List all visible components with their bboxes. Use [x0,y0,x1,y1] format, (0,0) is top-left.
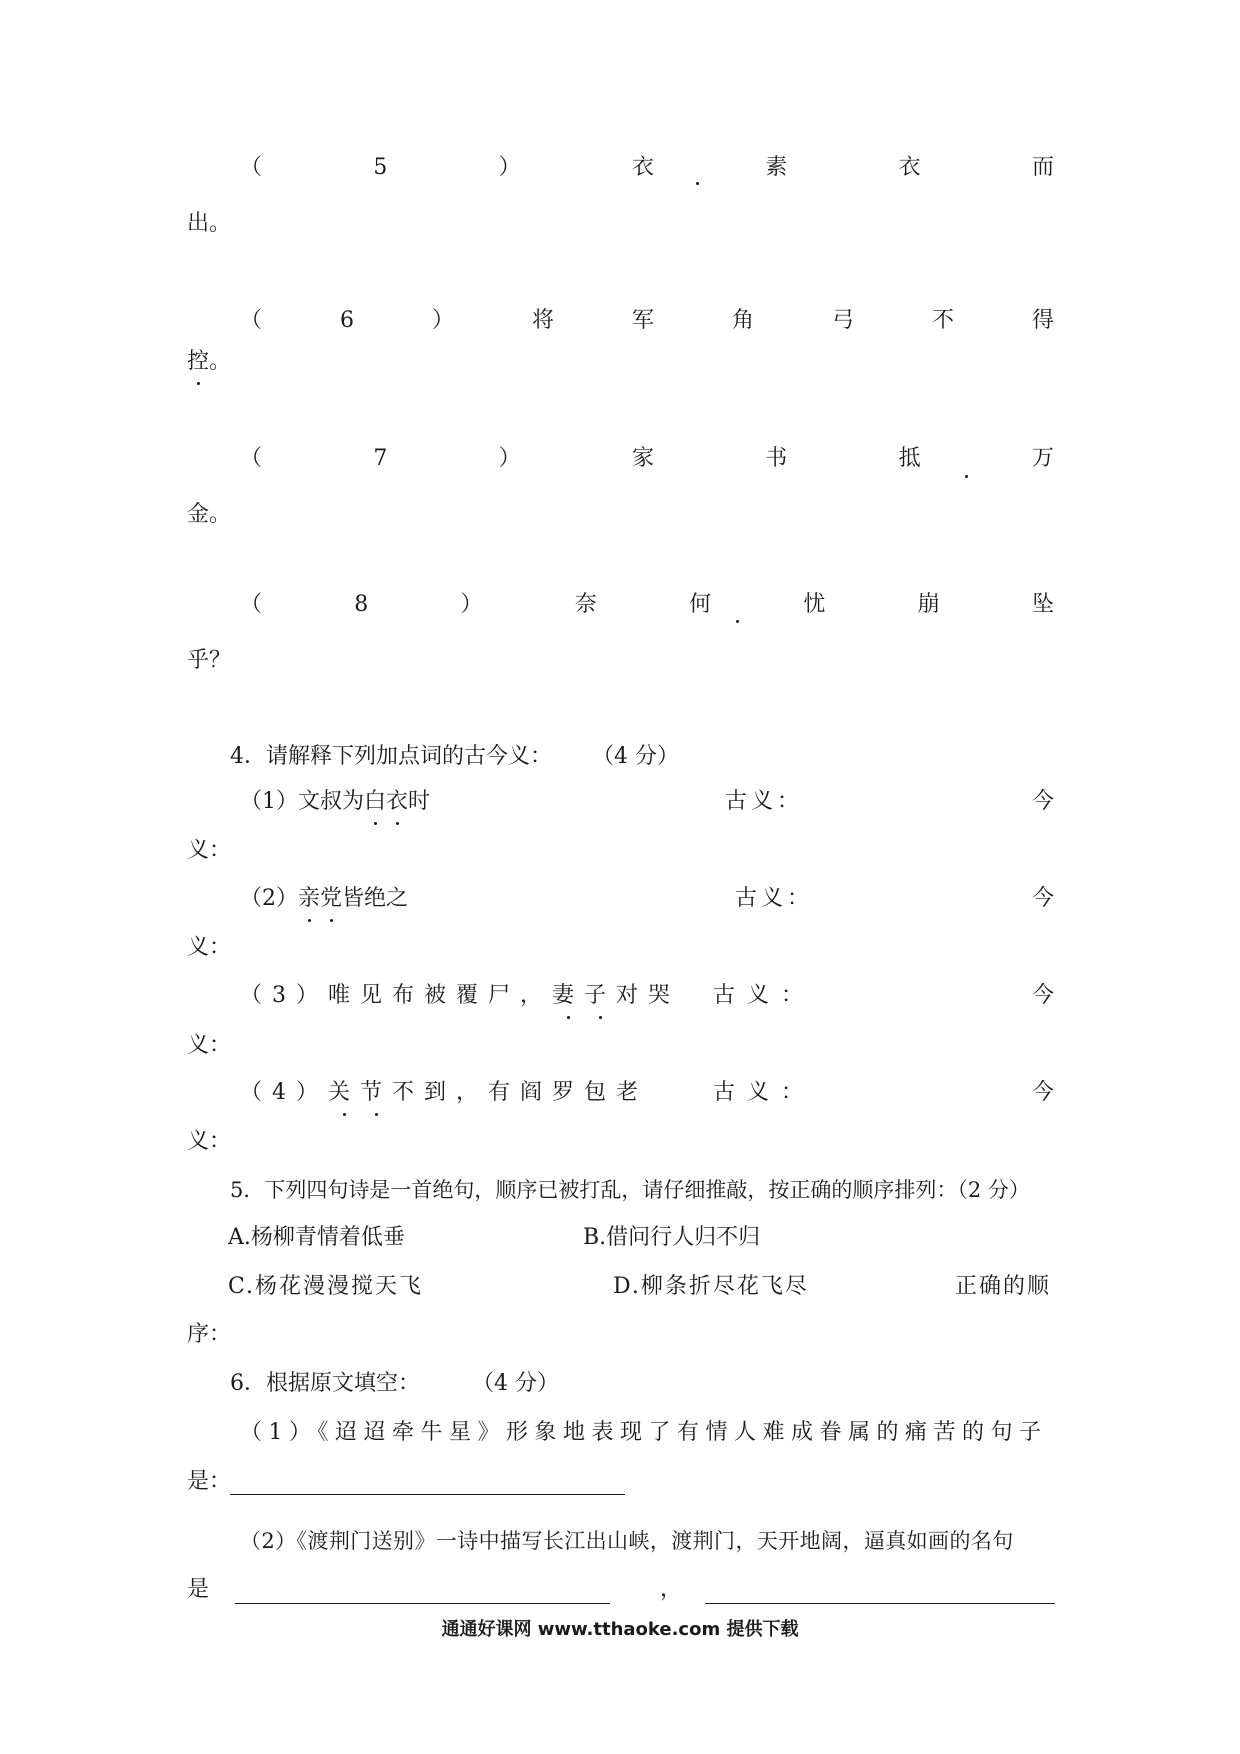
q3-item6-part: ） [431,308,454,333]
q6-item1-cont: 是： [187,1469,232,1494]
dotted-char: 关 [328,1078,360,1108]
q3-item8-part: 8 [354,592,369,617]
q6-item2-comma: ， [660,1577,683,1602]
q3-item6-part: 弓 [831,308,854,333]
q4-item4-prefix: （4） [240,1080,328,1105]
q6-title-text: 6．根据原文填空： [230,1371,420,1396]
q3-item5-line [240,153,1054,183]
q3-item7-part: 7 [373,446,388,471]
dotted-char: 子 [584,981,616,1011]
dotted-char: 党 [320,884,342,914]
q4-item2-gu: 古义： [735,886,814,911]
answer-blank[interactable] [230,1494,625,1495]
q3-item8-cont: 乎？ [187,648,232,673]
q3-item6-cont-rest: 。 [209,349,232,374]
q4-score: （4 分） [592,744,679,769]
q4-item4-suffix: 不到，有阎罗包老 [392,1080,649,1105]
q4-item4-cont: 义： [187,1129,232,1154]
q6-title [230,1369,559,1399]
dotted-char: 亲 [298,884,320,914]
answer-blank[interactable] [235,1603,610,1604]
q4-item1-prefix: （1）文叔为 [240,789,364,814]
emphasis-dot [696,182,699,185]
q6-item2: （2）《渡荆门送别》一诗中描写长江出山峡，渡荆门，天开地阔，逼真如画的名句 [240,1529,1014,1553]
q3-item8-part: （ [240,592,263,617]
q3-item5-part: 而 [1031,155,1054,180]
q3-item6-cont [187,347,231,377]
q3-item5-part: ） [498,155,521,180]
q4-item2-suffix: 皆绝之 [342,886,409,911]
q3-item8-part: 忧 [803,592,826,617]
q5-option-d: D.柳条折尽花飞尽 [613,1274,809,1299]
q4-item4-gu: 古义： [713,1080,816,1105]
q4-item1 [240,787,430,817]
q3-item6-part: 将 [531,308,554,333]
q4-title-text: 4．请解释下列加点词的古今义： [230,744,552,769]
q4-title [230,742,679,772]
q4-item2-jin: 今 [1032,886,1055,911]
q4-item2-prefix: （2） [240,886,298,911]
q6-score: （4 分） [472,1371,559,1396]
q3-item5-part: 衣 [898,155,921,180]
q3-item6-part: 得 [1031,308,1054,333]
q5-option-b: B.借问行人归不归 [583,1225,761,1250]
answer-blank[interactable] [705,1603,1055,1604]
q3-item7-part: 书 [765,446,788,471]
q3-item6-part: 不 [931,308,954,333]
q3-item7-part: （ [240,446,263,471]
q3-item7-part: 抵 [898,446,921,471]
q3-item6-part: （ [240,308,263,333]
q3-item5-part: （ [240,155,263,180]
q5-option-a: A.杨柳青情着低垂 [228,1225,405,1250]
emphasis-dot [965,475,968,478]
q3-item5-part: 5 [373,155,388,180]
q3-item5-part: 素 [765,155,788,180]
q3-item8-part: 何 [689,592,712,617]
q5-order-label: 正确的顺 [955,1274,1052,1299]
q4-item3-prefix: （3）唯见布被覆尸， [240,983,552,1008]
q5-title: 5．下列四句诗是一首绝句，顺序已被打乱，请仔细推敲，按正确的顺序排列：（2 分） [230,1178,1030,1202]
q3-item6-part: 6 [340,308,354,333]
dotted-char: 控 [187,347,209,377]
q6-item2-cont: 是 [187,1577,210,1602]
q3-item8-part: 崩 [917,592,940,617]
q4-item4-jin: 今 [1032,1080,1055,1105]
q4-item3-gu: 古义： [713,983,816,1008]
q3-item5-cont: 出。 [187,211,232,236]
q3-item6-line [240,306,1054,336]
q3-item6-part: 角 [731,308,754,333]
emphasis-dot [736,620,739,623]
q3-item7-part: 万 [1031,446,1054,471]
q3-item7-cont: 金。 [187,502,232,527]
q3-item6-part: 军 [631,308,654,333]
q3-item7-part: ） [498,446,521,471]
q4-item3-cont: 义： [187,1033,232,1058]
q3-item7-part: 家 [631,446,654,471]
q5-order-cont: 序： [187,1322,232,1347]
q4-item3-suffix: 对哭 [616,983,681,1008]
q6-item1: （1）《迢迢牵牛星》形象地表现了有情人难成眷属的痛苦的句子 [240,1420,1048,1445]
footer-source: 通通好课网 www.tthaoke.com 提供下载 [441,1619,799,1640]
q3-item8-part: 坠 [1031,592,1054,617]
q4-item2 [240,884,408,914]
q3-item8-part: 奈 [574,592,597,617]
q3-item8-line [240,590,1054,620]
dotted-char: 节 [360,1078,392,1108]
q4-item3-jin: 今 [1032,983,1055,1008]
q4-item2-cont: 义： [187,935,232,960]
q3-item7-line [240,444,1054,474]
q3-item8-part: ） [460,592,483,617]
q5-option-c: C.杨花漫漫搅天飞 [228,1274,424,1299]
dotted-char: 衣 [386,787,408,817]
q4-item1-cont: 义： [187,838,232,863]
q4-item3 [240,981,680,1011]
q4-item1-jin: 今 [1032,789,1055,814]
q3-item5-part: 衣 [631,155,654,180]
q4-item1-suffix: 时 [408,789,431,814]
q4-item4 [240,1078,648,1108]
dotted-char: 妻 [552,981,584,1011]
dotted-char: 白 [364,787,386,817]
q4-item1-gu: 古义： [725,789,804,814]
